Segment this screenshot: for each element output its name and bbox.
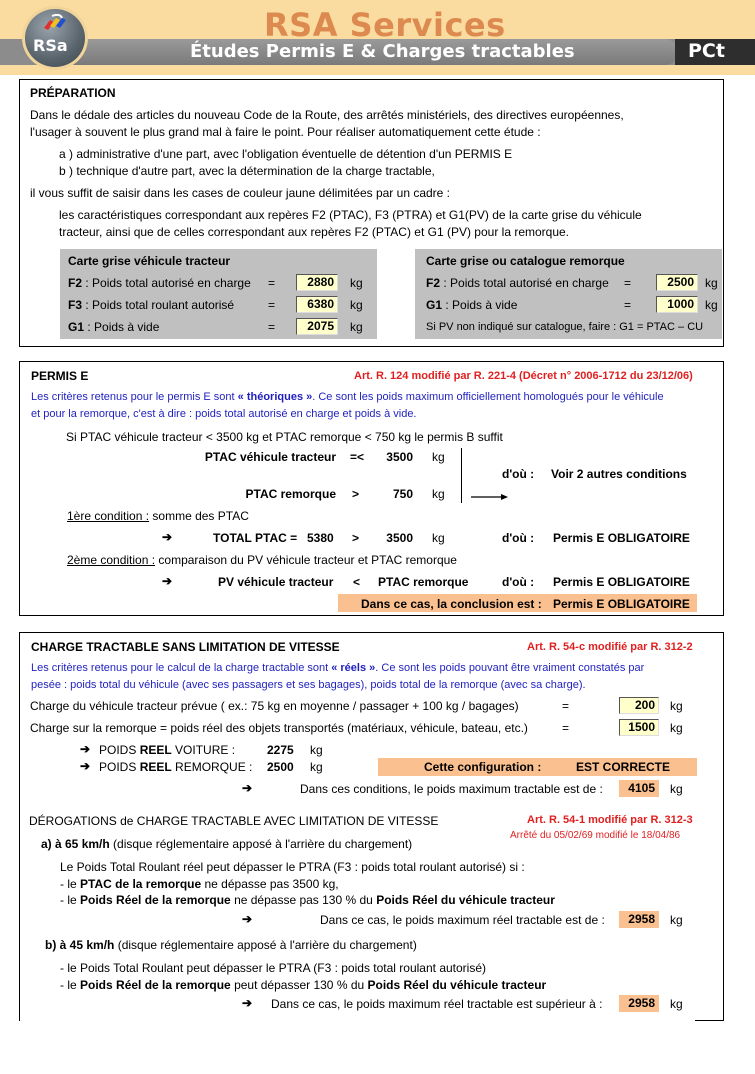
unit: kg — [670, 913, 683, 927]
charge-section-left — [19, 632, 20, 1021]
tracteur-f3-label — [68, 298, 234, 312]
total-ptac-value: 5380 — [307, 531, 334, 545]
arrow-icon: ➔ — [242, 781, 253, 795]
config-status: EST CORRECTE — [576, 760, 671, 774]
eq-sign: = — [624, 276, 632, 290]
unit: kg — [310, 760, 323, 774]
text: peut dépasser 130 % du — [230, 978, 368, 992]
conclusion-label: Dans ce cas, la conclusion est : — [361, 597, 542, 611]
condition-2 — [67, 553, 457, 567]
text: Les critères retenus pour le calcul de la charge tractable sont — [31, 662, 332, 674]
emphasis: « réels » — [331, 662, 376, 674]
poids-reel-remorque-label — [99, 760, 252, 774]
ptac-remorque-label: PTAC remorque — [378, 575, 469, 589]
header-badge: PCt — [688, 40, 725, 62]
tracteur-f2-label — [68, 276, 251, 290]
text: - le — [60, 893, 81, 907]
permis-criteria-1 — [31, 391, 664, 403]
text: - le — [60, 877, 81, 891]
tracteur-g1-label — [68, 320, 159, 334]
ptac-remorque-label: PTAC remorque — [245, 487, 336, 501]
detail-line-2: tracteur, ainsi que de celles correspondant aux repères F2 (PTAC) et G1 (PV) pour la remorque. — [59, 225, 570, 239]
item-b: b ) technique d'autre part, avec la détermination de la charge tractable, — [59, 164, 435, 178]
arrow-icon: ➔ — [80, 759, 91, 773]
unit: kg — [310, 743, 323, 757]
unit: kg — [432, 487, 445, 501]
derog-b-heading — [45, 938, 417, 952]
derog-a-line-3 — [60, 893, 555, 907]
ptac-tracteur-value: 3500 — [386, 450, 413, 464]
code: F2 — [68, 276, 83, 290]
charge-section-right — [723, 632, 724, 1021]
detail-line-1: les caractéristiques correspondant aux repères F2 (PTAC), F3 (PTRA) et G1(PV) de la carte grise du véhicule — [59, 208, 642, 222]
text: comparaison du PV véhicule tracteur et PTAC remorque — [155, 553, 457, 567]
label: 2ème condition : — [67, 553, 156, 567]
derog-b-line-1: - le Poids Total Roulant peut dépasser le PTRA (F3 : poids total roulant autorisé) — [60, 961, 487, 975]
text: POIDS — [99, 743, 140, 757]
label: : Poids total autorisé en charge — [440, 276, 609, 290]
derog-b-line-2 — [60, 978, 546, 992]
rsa-logo-mark-icon — [40, 14, 70, 32]
permis-result-0: Voir 2 autres conditions — [551, 467, 687, 481]
derog-legal-ref: Art. R. 54-1 modifié par R. 312-3 — [527, 814, 693, 826]
charge-section-bottom — [695, 1020, 724, 1021]
unit: kg — [350, 298, 363, 312]
section-title-permis: PERMIS E — [31, 369, 89, 383]
emphasis: Poids Réel de la remorque — [80, 978, 231, 992]
section-title-preparation: PRÉPARATION — [30, 86, 116, 100]
poids-reel-remorque-value: 2500 — [267, 760, 294, 774]
text: VOITURE : — [171, 743, 236, 757]
eq-sign: = — [562, 699, 570, 713]
unit: kg — [350, 276, 363, 290]
permis-criteria-2: et pour la remorque, c'est à dire : poids total autorisé en charge et poids à vide. — [31, 408, 417, 420]
emphasis: REEL — [139, 760, 172, 774]
text: ne dépasse pas 130 % du — [230, 893, 377, 907]
total-ptac-label: TOTAL PTAC = — [213, 531, 298, 545]
note: (disque réglementaire apposé à l'arrière du chargement) — [114, 938, 417, 952]
dou-label: d'où : — [502, 531, 535, 545]
text: ne dépasse pas 3500 kg, — [201, 877, 339, 891]
conclusion-value: Permis E OBLIGATOIRE — [553, 597, 690, 611]
text: . Ce sont les poids pouvant être vraiment constatés par — [375, 662, 645, 674]
remorque-panel-title: Carte grise ou catalogue remorque — [426, 254, 625, 268]
remorque-g1-input[interactable]: 1000 — [656, 296, 698, 313]
condition-1-result: Permis E OBLIGATOIRE — [553, 531, 690, 545]
text: - le — [60, 978, 81, 992]
derog-a-line-2 — [60, 877, 339, 891]
code: F3 — [68, 298, 83, 312]
max-tractable-value: 4105 — [619, 780, 659, 797]
emphasis: Poids Réel de la remorque — [80, 893, 231, 907]
section-title-derogations: DÉROGATIONS de CHARGE TRACTABLE AVEC LIMITATION DE VITESSE — [29, 814, 439, 828]
unit: kg — [670, 721, 683, 735]
load-trailer-input[interactable]: 1500 — [619, 719, 659, 736]
remorque-f2-label — [426, 276, 609, 290]
intro-line-1: Dans le dédale des articles du nouveau Code de la Route, des arrêtés ministériels, des directives européennes, — [30, 108, 624, 122]
condition-1 — [67, 509, 249, 523]
text: POIDS — [99, 760, 140, 774]
ptac-tracteur-label: PTAC véhicule tracteur — [204, 450, 336, 464]
emphasis: « théoriques » — [237, 391, 313, 403]
bracket-line — [461, 448, 462, 503]
condition-2-result: Permis E OBLIGATOIRE — [553, 575, 690, 589]
limit-value: 3500 — [386, 531, 413, 545]
derog-a-line-1: Le Poids Total Roulant réel peut dépasser le PTRA (F3 : poids total roulant autorisé) si : — [60, 860, 525, 874]
code: G1 — [68, 320, 85, 334]
speed: b) à 45 km/h — [45, 938, 115, 952]
item-a: a ) administrative d'une part, avec l'obligation éventuelle de détention d'un PERMIS E — [59, 147, 513, 161]
text: somme des PTAC — [149, 509, 249, 523]
section-title-charge: CHARGE TRACTABLE SANS LIMITATION DE VITESSE — [31, 640, 340, 654]
label: : Poids à vide — [84, 320, 160, 334]
charge-criteria-1 — [31, 662, 644, 674]
ptac-remorque-value: 750 — [392, 487, 413, 501]
derog-b-result-label: Dans ce cas, le poids maximum réel tractable est supérieur à : — [271, 997, 603, 1011]
brand-title: RSA Services — [264, 6, 506, 44]
load-vehicle-input[interactable]: 200 — [619, 697, 659, 714]
unit: kg — [705, 276, 718, 290]
emphasis: REEL — [139, 743, 172, 757]
derog-a-result-value: 2958 — [619, 911, 659, 928]
arrow-icon: ➔ — [242, 996, 253, 1010]
label: : Poids total autorisé en charge — [82, 276, 251, 290]
remorque-g1-label — [426, 298, 517, 312]
unit: kg — [670, 997, 683, 1011]
remorque-f2-input[interactable]: 2500 — [656, 274, 698, 291]
emphasis: PTAC de la remorque — [80, 877, 202, 891]
unit: kg — [432, 450, 445, 464]
operator: > — [352, 487, 360, 501]
tracteur-f3-input[interactable]: 6380 — [296, 296, 338, 313]
note: (disque réglementaire apposé à l'arrière du chargement) — [109, 837, 413, 851]
derog-a-result-label: Dans ce cas, le poids maximum réel tractable est de : — [320, 913, 605, 927]
derog-a-heading — [41, 837, 412, 851]
eq-sign: = — [268, 298, 276, 312]
arrow-right-icon — [471, 493, 509, 501]
derog-arrete-ref: Arrêté du 05/02/69 modifié le 18/04/86 — [510, 830, 681, 841]
remorque-note: Si PV non indiqué sur catalogue, faire : G1 = PTAC – CU — [426, 321, 704, 333]
tracteur-f2-input[interactable]: 2880 — [296, 274, 338, 291]
permis-rule: Si PTAC véhicule tracteur < 3500 kg et PTAC remorque < 750 kg le permis B suffit — [66, 430, 503, 444]
text: . Ce sont les poids maximum officiellement homologués pour le véhicule — [312, 391, 664, 403]
derog-b-result-value: 2958 — [619, 995, 659, 1012]
charge-criteria-2: pesée : poids total du véhicule (avec ses passagers et ses bagages), poids total de la remorque (avec sa charge). — [31, 679, 586, 691]
intro-line-2: l'usager à souvent le plus grand mal à faire le point. Pour réaliser automatiquement cette étude : — [30, 125, 541, 139]
poids-reel-voiture-value: 2275 — [267, 743, 294, 757]
unit: kg — [670, 699, 683, 713]
permis-legal-ref: Art. R. 124 modifié par R. 221-4 (Décret n° 2006-1712 du 23/12/06) — [354, 370, 693, 382]
operator: =< — [350, 450, 365, 464]
label: : Poids à vide — [442, 298, 518, 312]
config-label: Cette configuration : — [424, 760, 542, 774]
eq-sign: = — [624, 298, 632, 312]
max-tractable-label: Dans ces conditions, le poids maximum tractable est de : — [300, 782, 603, 796]
poids-reel-voiture-label — [99, 743, 235, 757]
tracteur-g1-input[interactable]: 2075 — [296, 318, 338, 335]
eq-sign: = — [562, 721, 570, 735]
speed: a) à 65 km/h — [41, 837, 110, 851]
emphasis: Poids Réel du véhicule tracteur — [367, 978, 547, 992]
label: 1ère condition : — [67, 509, 150, 523]
tracteur-panel-title: Carte grise véhicule tracteur — [68, 254, 231, 268]
unit: kg — [705, 298, 718, 312]
load-vehicle-label: Charge du véhicule tracteur prévue ( ex.: 75 kg en moyenne / passager + 100 kg / bagages) — [30, 699, 519, 713]
code: F2 — [426, 276, 441, 290]
page-subtitle: Études Permis E & Charges tractables — [190, 41, 575, 62]
load-trailer-label: Charge sur la remorque = poids réel des objets transportés (matériaux, véhicule, bateau, etc.) — [30, 721, 528, 735]
label: : Poids total roulant autorisé — [82, 298, 235, 312]
code: G1 — [426, 298, 443, 312]
arrow-icon: ➔ — [80, 742, 91, 756]
operator: < — [353, 575, 361, 589]
text: REMORQUE : — [171, 760, 253, 774]
logo-text: RSa — [33, 36, 68, 55]
charge-section-top — [19, 632, 724, 633]
charge-legal-ref: Art. R. 54-c modifié par R. 312-2 — [527, 641, 693, 653]
operator: > — [352, 531, 360, 545]
emphasis: Poids Réel du véhicule tracteur — [376, 893, 555, 907]
eq-sign: = — [268, 276, 276, 290]
dou-label: d'où : — [502, 467, 535, 481]
pv-tracteur-label: PV véhicule tracteur — [218, 575, 334, 589]
unit: kg — [670, 782, 683, 796]
instruction: il vous suffit de saisir dans les cases de couleur jaune délimitées par un cadre : — [30, 186, 451, 200]
dou-label: d'où : — [502, 575, 535, 589]
eq-sign: = — [268, 320, 276, 334]
unit: kg — [432, 531, 445, 545]
text: Les critères retenus pour le permis E sont — [31, 391, 238, 403]
arrow-icon: ➔ — [242, 912, 253, 926]
arrow-icon: ➔ — [162, 574, 173, 588]
arrow-icon: ➔ — [162, 530, 173, 544]
unit: kg — [350, 320, 363, 334]
